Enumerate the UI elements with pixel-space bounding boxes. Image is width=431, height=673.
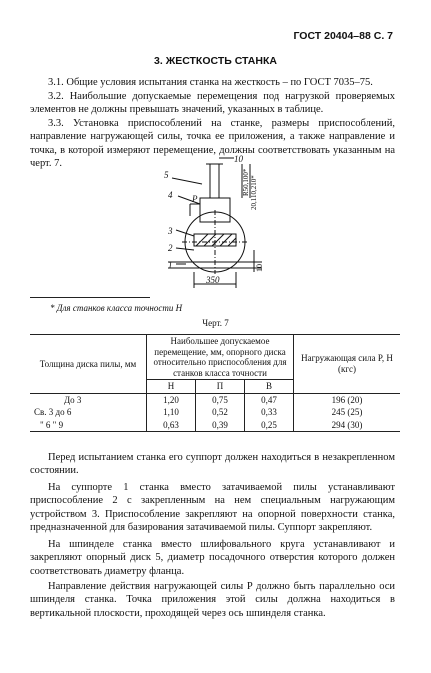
section-title: 3. ЖЕСТКОСТЬ СТАНКА xyxy=(154,55,277,67)
col-header-tolerance: Наибольшее допускаемое перемещение, мм, опорного диска относительно приспособления для станков класса точности xyxy=(147,335,294,380)
label-2: 2 xyxy=(168,243,173,253)
dim-350: 350 xyxy=(206,275,220,285)
paragraph-fixture: На суппорте 1 станка вместо затачиваемой пилы устанавливают приспособление 2 с закрепленным на нем специальным нагружающим устройством 3. Приспособление закрепляют на опорной поверхности станка, предназначенной для базирования затачиваемой пилы. Суппорт закрепляют. xyxy=(30,482,395,534)
paragraph-disk: На шпинделе станка вместо шлифовального круга устанавливают и закрепляют опорный диск 5, диаметр посадочного отверстия которого должен соответствовать диаметру фланца. xyxy=(30,539,395,577)
col-header-force: Нагружающая сила P, Н (кгс) xyxy=(294,335,401,394)
paragraph-3-2: 3.2. Наибольшие допускаемые перемещения под нагрузкой проверяемых элементов не должны превышать значений, указанных в таблице. xyxy=(30,91,395,116)
dim-20: 20,110,210* xyxy=(250,175,258,210)
footnote-rule xyxy=(30,297,150,298)
table-row: Св. 3 до 6 1,10 0,52 0,33 245 (25) xyxy=(30,406,400,419)
paragraph-prep: Перед испытанием станка его суппорт должен находиться в незакрепленном состоянии. xyxy=(30,452,395,477)
label-4: 4 xyxy=(168,190,173,200)
class-V: В xyxy=(244,380,293,394)
figure-drawing xyxy=(150,150,290,290)
label-1: 1 xyxy=(168,260,173,270)
paragraph-force: Направление действия нагружающей силы P должно быть параллельно оси шпинделя станка. Точка приложения этой силы должна находиться в вертикальной плоскости, проходящей через ось шпинделя станка. xyxy=(30,581,395,619)
dim-R: R50,100* xyxy=(242,168,250,196)
table-row: До 3 1,20 0,75 0,47 196 (20) xyxy=(30,393,400,406)
paragraph-3-3: 3.3. Установка приспособлений на станке, размеры приспособлений, направление нагружающей силы, точка ее приложения, а также направление и точка, в которой измеряют перемещение, должны соответствовать указанным на черт. 7. xyxy=(30,118,395,170)
table-row: " 6 " 9 0,63 0,39 0,25 294 (30) xyxy=(30,419,400,432)
col-header-thickness: Толщина диска пилы, мм xyxy=(30,335,147,394)
paragraph-3-1: 3.1. Общие условия испытания станка на жесткость – по ГОСТ 7035–75. xyxy=(48,77,373,88)
class-N: Н xyxy=(147,380,196,394)
class-P: П xyxy=(195,380,244,394)
dim-10-top: 10 xyxy=(234,154,243,164)
page-header: ГОСТ 20404–88 С. 7 xyxy=(293,30,393,42)
footnote: * Для станков класса точности Н xyxy=(50,303,183,313)
figure-caption: Черт. 7 xyxy=(202,318,229,328)
label-3: 3 xyxy=(168,226,173,236)
dim-10-right: 10 xyxy=(255,264,264,272)
tolerance-table xyxy=(30,334,400,432)
label-5: 5 xyxy=(164,170,169,180)
force-P: P xyxy=(192,194,198,204)
